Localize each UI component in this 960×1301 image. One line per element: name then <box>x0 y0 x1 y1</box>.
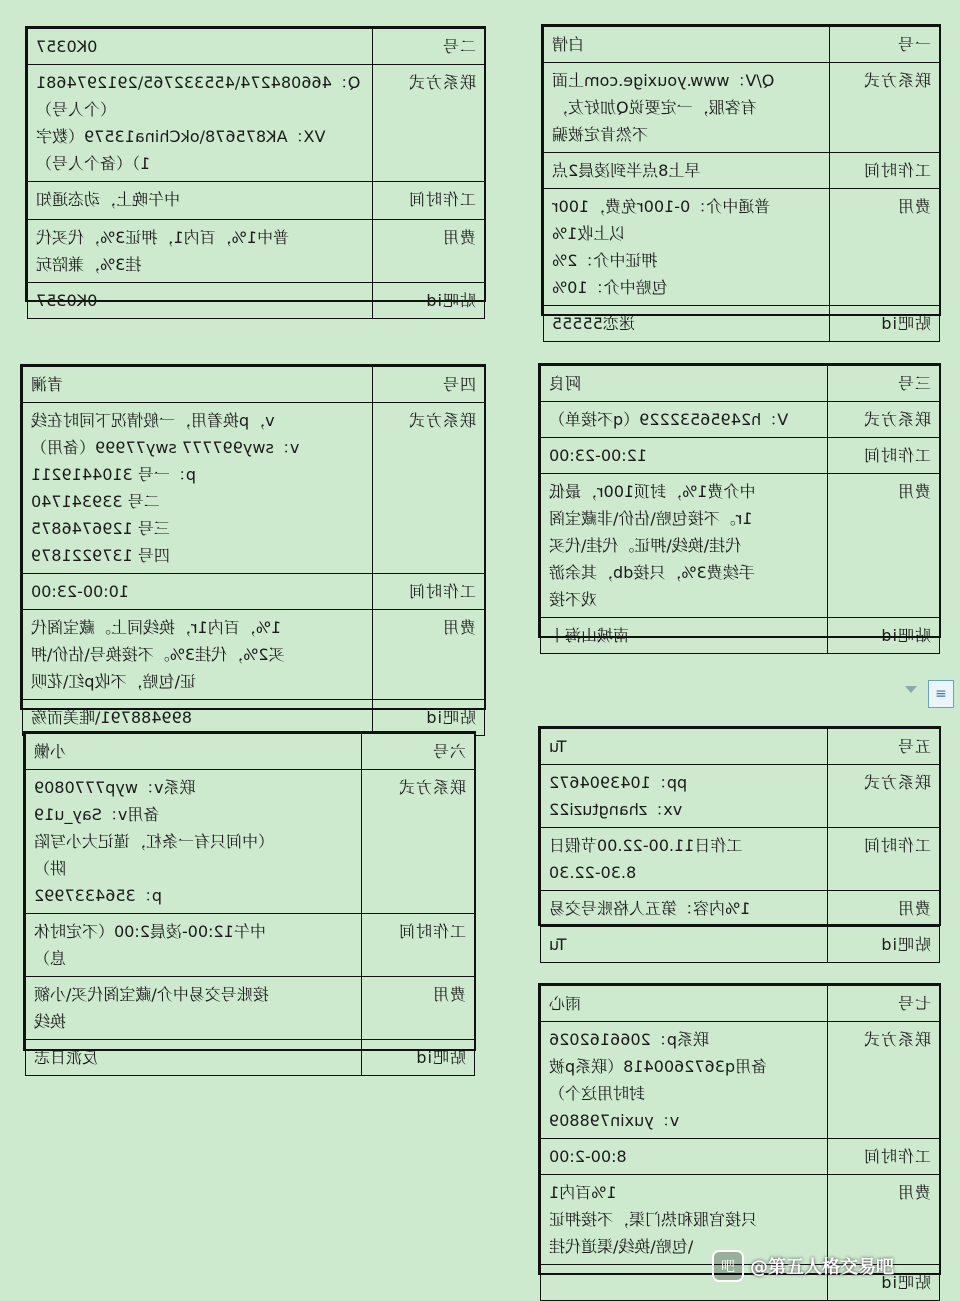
row-label: 费用 <box>896 197 931 216</box>
card-number: 三号 <box>896 374 931 393</box>
watermark-text: @第五人格交易吧 <box>750 1257 894 1278</box>
contact-line: VX：AK875678\okChina13579（数字 <box>36 127 326 146</box>
fee-line: 1%，百内1r，换线同上。藏宝阁代 <box>31 618 282 637</box>
row-label: 贴吧id <box>415 1048 466 1067</box>
row-label: 贴吧id <box>880 626 931 645</box>
fee-line: 1r。不接包赔\估价\非藏宝阁 <box>549 509 753 528</box>
row-label: 工作时间 <box>862 446 931 465</box>
row-label: 联系方式 <box>397 778 466 797</box>
tieba-id: 迷恋55555 <box>552 314 635 333</box>
contact-line: 联系v：wyp7770809 <box>34 778 196 797</box>
document-icon[interactable]: ≡ <box>928 680 954 708</box>
work-time-line: 8.30-22.30 <box>549 863 637 882</box>
row-label: 贴吧id <box>425 708 476 727</box>
contact-line: 有客服，一定要说Q加好友， <box>552 98 757 117</box>
row-label: 费用 <box>441 228 476 247</box>
tieba-id: 899488791\唯美而殇 <box>31 708 193 727</box>
row-label: 工作时间 <box>407 190 476 209</box>
card-number: 五号 <box>896 737 931 756</box>
contact-line: p：一号 3104419211 <box>31 465 197 484</box>
card-6 <box>23 731 476 1067</box>
fee-line: 接账号交易中介\藏宝阁代买\小额 <box>34 985 269 1004</box>
row-label: 工作时间 <box>862 161 931 180</box>
contact-line: （个人号） <box>36 100 117 119</box>
card-name: Tu <box>549 737 567 756</box>
fee-line: 换线 <box>34 1012 67 1031</box>
contact-line: pp：1043904672 <box>549 773 688 792</box>
row-label: 联系方式 <box>407 411 476 430</box>
fee-line: 普中1%，百内1，押证3%，代买代 <box>36 228 289 247</box>
fee-line: 1%内容：第五人格账号交易 <box>549 899 751 918</box>
card-number: 二号 <box>441 37 476 56</box>
row-label: 工作时间 <box>407 582 476 601</box>
fee-line: 挂3%，兼陪玩 <box>36 255 142 274</box>
fee-line: 证\包赔，不收p红\花呗 <box>31 672 196 691</box>
fee-line: 中介费1%，封顶100r，最低 <box>549 482 756 501</box>
fee-line: 押证中介：2% <box>552 251 658 270</box>
tieba-id: Tu <box>549 935 567 954</box>
work-time: 10:00-23:00 <box>31 582 129 601</box>
tieba-id: 反派日志 <box>34 1048 99 1067</box>
contact-line: 阱） <box>34 859 67 878</box>
fee-line: 代挂\换线\押证。代挂\代买 <box>549 536 742 555</box>
contact-line: 不然肯定被骗 <box>552 125 649 144</box>
fee-line: 包赔中介：10% <box>552 278 668 297</box>
tieba-id: 0K0357 <box>36 291 98 310</box>
row-label: 工作时间 <box>862 836 931 855</box>
card-name: 0K0357 <box>36 37 98 56</box>
contact-line: 联系p：2066162026 <box>549 1030 709 1049</box>
contact-line: Q：466084274\455332765\2912974681 <box>36 73 361 92</box>
contact-line: 备用q3672600418（联系p被 <box>549 1057 768 1076</box>
work-time: 中午晚上，动态通知 <box>36 190 181 209</box>
contact-line: V：h24956532229（q不接单） <box>549 410 789 429</box>
contact-line: 封时用这个） <box>549 1084 646 1103</box>
card-7 <box>538 983 941 1292</box>
contact-line: v：yuxin798809 <box>549 1111 680 1130</box>
row-label: 费用 <box>896 899 931 918</box>
fee-line: 戏不接 <box>549 590 598 609</box>
row-label: 费用 <box>896 482 931 501</box>
row-label: 贴吧id <box>880 935 931 954</box>
card-number: 一号 <box>896 35 931 54</box>
row-label: 联系方式 <box>862 1030 931 1049</box>
tieba-id: 南城山海丨 <box>549 626 630 645</box>
row-label: 联系方式 <box>862 410 931 429</box>
fee-line: 买2%，代挂3%。不接换号\估价\押 <box>31 645 285 664</box>
contact-line: p：3564337992 <box>34 886 162 905</box>
row-label: 联系方式 <box>862 71 931 90</box>
fee-line: 以上收1% <box>552 224 626 243</box>
card-number: 六号 <box>431 742 466 761</box>
fee-line: 普通中介：0-100r免费，100r <box>552 197 771 216</box>
contact-line: vx：zhangtuzi22 <box>549 800 683 819</box>
row-label: 费用 <box>431 985 466 1004</box>
contact-line: 二号 339341740 <box>31 492 160 511</box>
fee-line: \包赔\换线\渠道代挂 <box>549 1237 694 1256</box>
tieba-logo-icon: 吧 <box>712 1250 744 1282</box>
fee-line: 手续费3%，只接db，其余游 <box>549 563 755 582</box>
row-label: 费用 <box>441 618 476 637</box>
contact-line: Q/V：www.youxige.com上面 <box>552 71 775 90</box>
contact-line: 备用v：Say_u19 <box>34 805 160 824</box>
card-1 <box>541 24 941 333</box>
card-number: 四号 <box>441 375 476 394</box>
work-time: 早上8点半到凌晨2点 <box>552 161 701 180</box>
row-label: 贴吧id <box>425 291 476 310</box>
fee-line: 1%百内1 <box>549 1183 617 1202</box>
row-label: 联系方式 <box>862 773 931 792</box>
contact-line: （中间只有一条杠，谨记大小写陷 <box>34 832 275 851</box>
card-2 <box>25 26 486 310</box>
work-time: 12:00-23:00 <box>549 446 647 465</box>
card-5 <box>538 726 941 954</box>
card-number: 七号 <box>896 994 931 1013</box>
row-label: 贴吧id <box>880 314 931 333</box>
card-name: 青澜 <box>31 375 64 394</box>
contact-line: v：swy997777 swy77999（备用） <box>31 438 300 457</box>
row-label: 工作时间 <box>862 1147 931 1166</box>
card-3 <box>538 363 941 645</box>
collapse-arrow-icon[interactable] <box>905 686 917 693</box>
work-time-line: 工作日11.00-22.00节假日 <box>549 836 743 855</box>
contact-line: v，p换着用，一般情况下同时在线 <box>31 411 275 430</box>
row-label: 贴吧id <box>880 1273 931 1292</box>
contact-line: 三号 1296746875 <box>31 519 170 538</box>
contact-line: 1）（备个人号） <box>36 154 151 173</box>
card-name: 白情 <box>552 35 585 54</box>
row-label: 联系方式 <box>407 73 476 92</box>
contact-line: 四号 1379221879 <box>31 546 170 565</box>
card-name: 小懒 <box>34 742 67 761</box>
card-name: 阿良 <box>549 374 582 393</box>
fee-line: 只接官服和热门渠，不接押证 <box>549 1210 758 1229</box>
work-time-line: 息） <box>34 949 67 968</box>
row-label: 工作时间 <box>397 922 466 941</box>
watermark <box>712 1248 952 1284</box>
card-4 <box>20 364 486 727</box>
row-label: 费用 <box>896 1183 931 1202</box>
work-time-line: 中午12:00-凌晨2:00（不定时休 <box>34 922 266 941</box>
work-time: 8:00-2:00 <box>549 1147 627 1166</box>
card-name: 雨心 <box>549 994 582 1013</box>
